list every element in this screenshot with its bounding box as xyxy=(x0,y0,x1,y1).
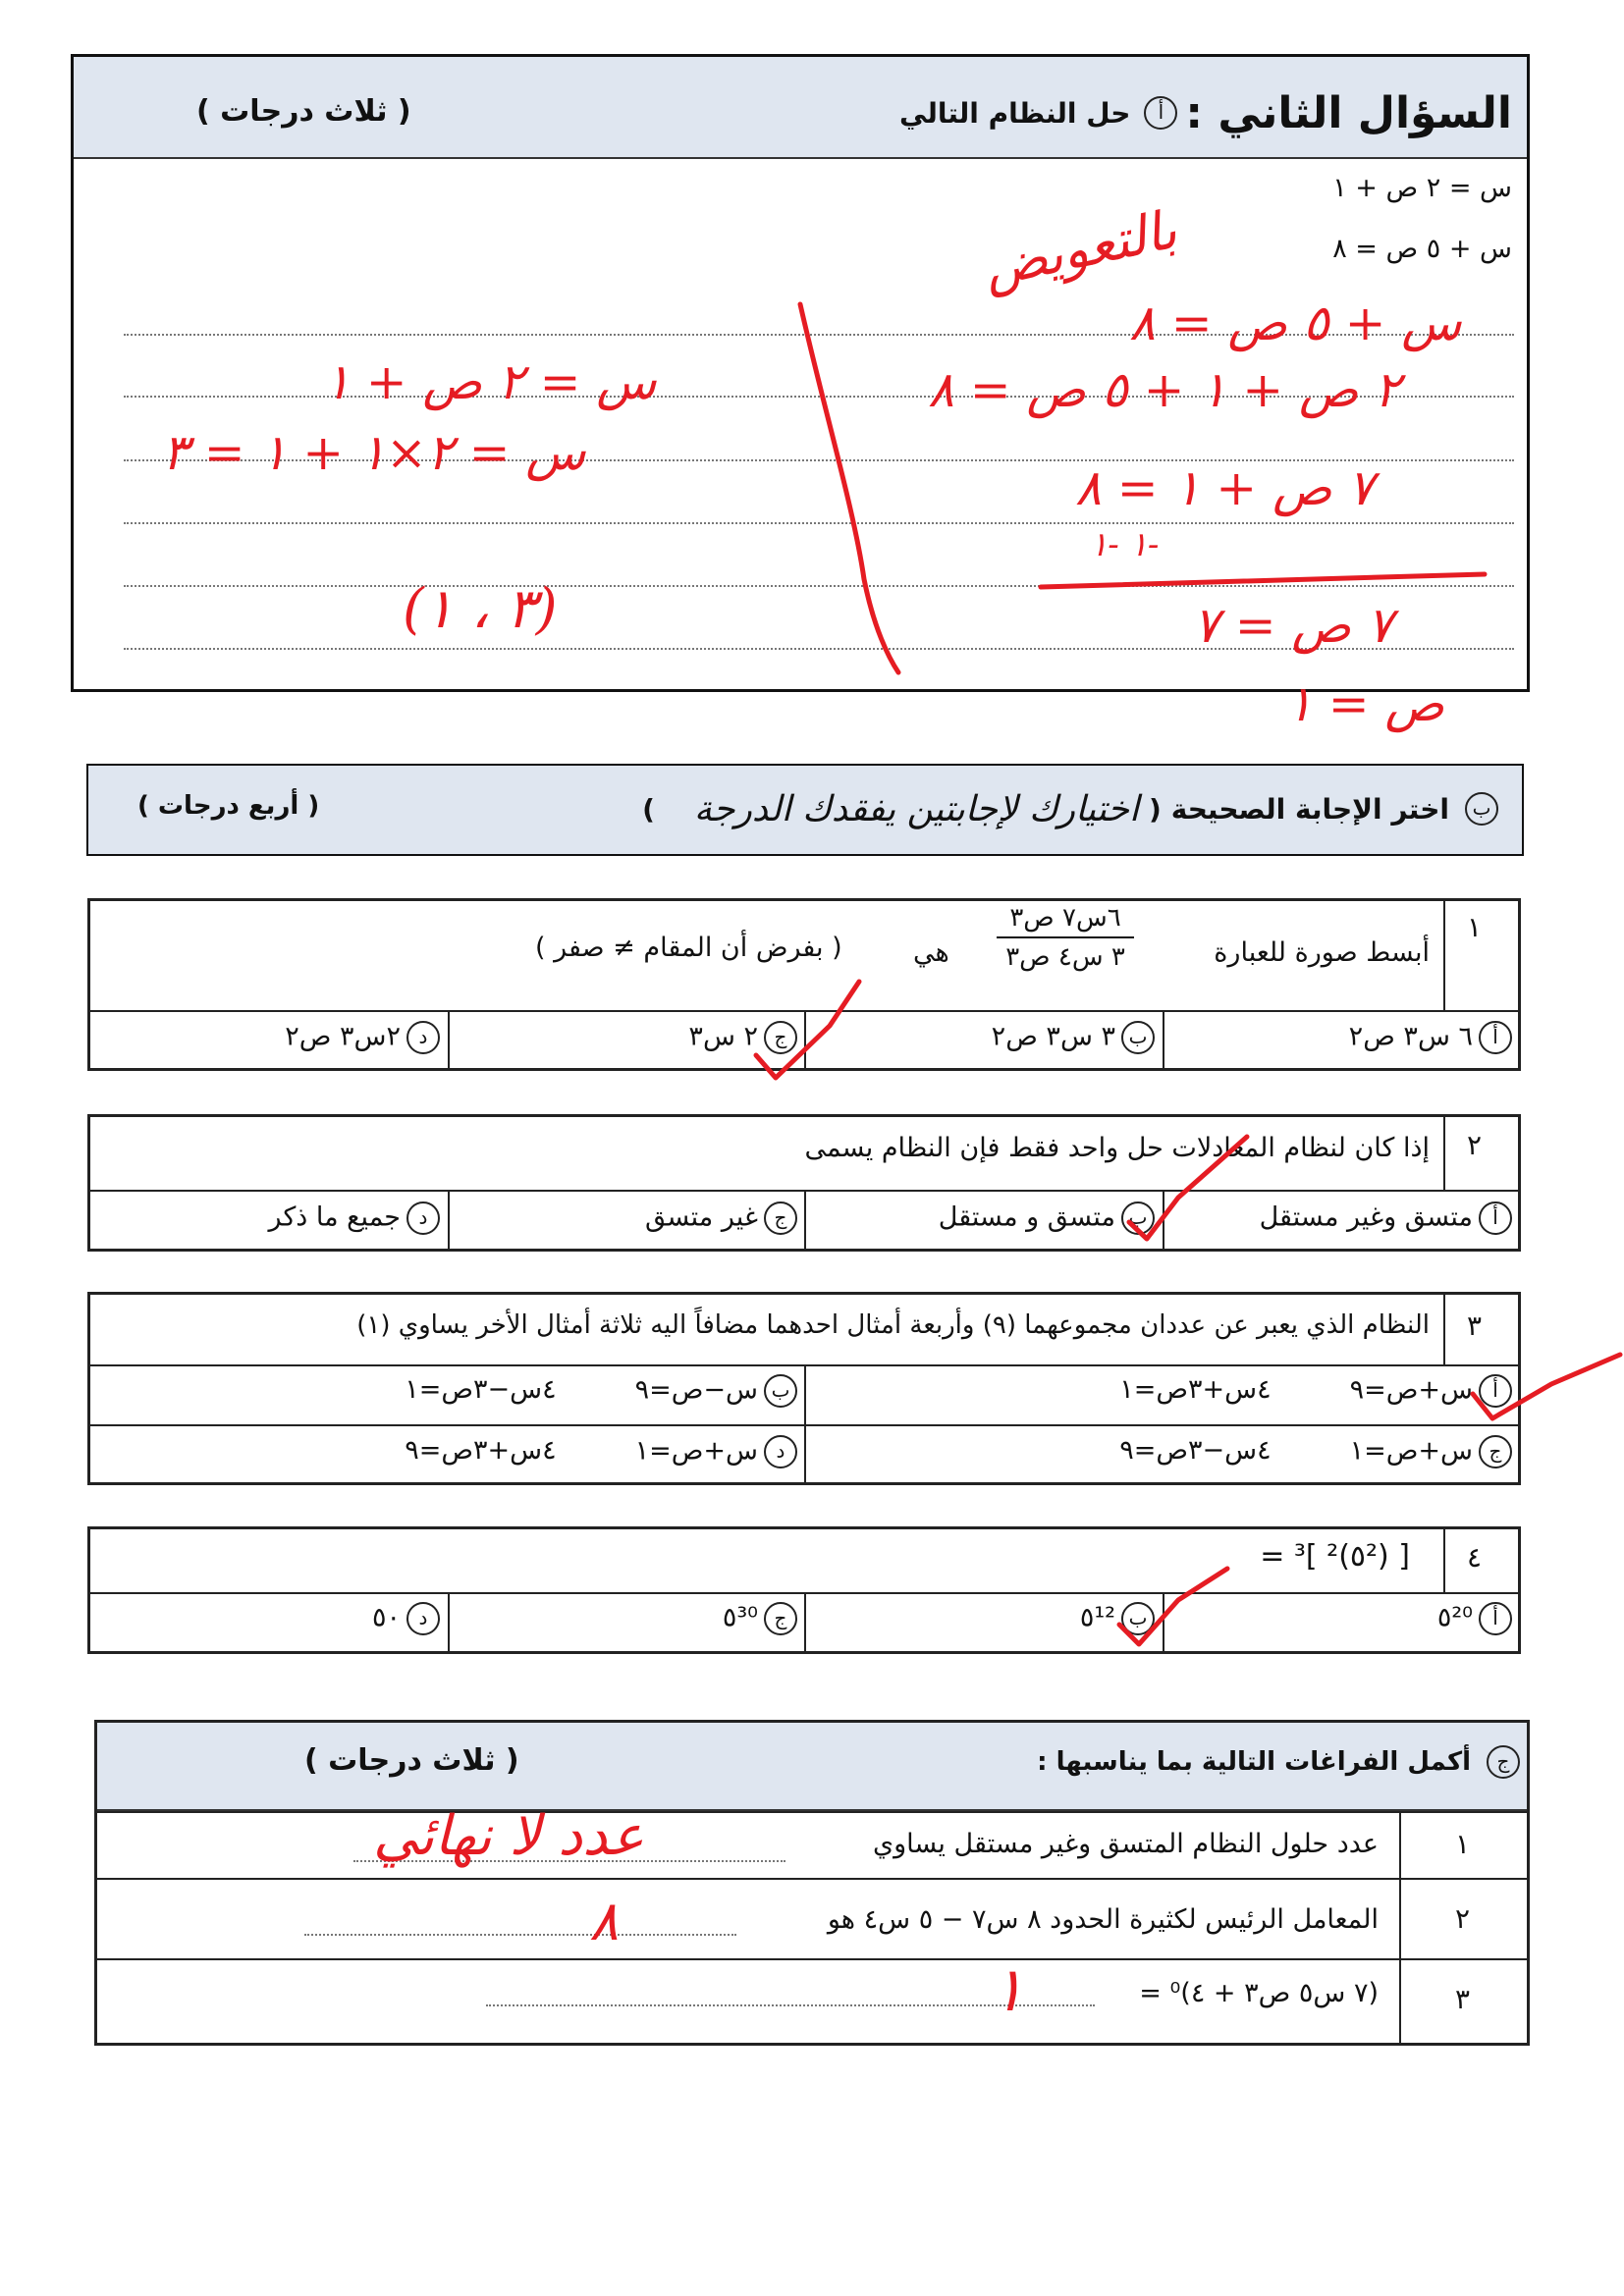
option-equation: ٤س+٣ص=١ xyxy=(1119,1374,1272,1405)
system-equation-1: س = ٢ ص + ١ xyxy=(1332,173,1512,203)
option-text: ٦ س٣ ص٢ xyxy=(1348,1021,1473,1052)
paren-open: ( xyxy=(1148,792,1162,826)
divider xyxy=(1163,1190,1164,1249)
divider xyxy=(1399,1811,1401,2043)
option-c[interactable] xyxy=(645,1201,797,1235)
fill-answer-2: ٨ xyxy=(589,1890,620,1953)
fraction-bar xyxy=(997,936,1134,938)
option-text: ٥³⁰ xyxy=(722,1602,758,1633)
part-c-heading xyxy=(1037,1745,1520,1779)
handwritten-step: -١ -١ xyxy=(1090,525,1160,564)
row-number: ٣ xyxy=(1455,1983,1471,2015)
fill-row-3-text: (٧ س٥ ص٣ + ٤)⁰ = xyxy=(1139,1978,1379,2008)
divider xyxy=(97,1958,1527,1960)
fill-row-1-text: عدد حلول النظام المتسق وغير مستقل يساوي xyxy=(872,1829,1379,1859)
fill-blank-2[interactable] xyxy=(304,1934,736,1936)
option-letter: ج xyxy=(1479,1435,1512,1468)
paren-close: ) xyxy=(642,792,655,826)
part-b-heading xyxy=(642,783,1498,834)
option-b[interactable] xyxy=(939,1201,1155,1235)
question-number: ٢ xyxy=(1467,1129,1483,1161)
part-b-title: اختر الإجابة الصحيحة xyxy=(1170,792,1449,826)
handwritten-answer: (٣ ، ١) xyxy=(403,577,558,641)
handwritten-step: ٧ ص = ٧ xyxy=(1193,597,1393,654)
part-b-warning: اختيارك لإجابتين يفقدك الدرجة xyxy=(693,788,1139,829)
option-c[interactable] xyxy=(723,1602,797,1635)
option-equation: س+ص=٩ xyxy=(1349,1374,1473,1406)
option-a[interactable] xyxy=(1349,1021,1512,1054)
question-prefix: أبسط صورة للعبارة xyxy=(1214,937,1430,968)
option-b[interactable] xyxy=(992,1021,1155,1054)
handwritten-step: ٧ ص + ١ = ٨ xyxy=(1075,459,1375,516)
option-b[interactable] xyxy=(405,1374,797,1408)
divider xyxy=(804,1592,806,1651)
option-text: ٥٠ xyxy=(371,1602,401,1633)
option-c[interactable] xyxy=(1119,1435,1512,1468)
divider xyxy=(1443,1295,1445,1364)
question-two-marks: ( ثلاث درجات ) xyxy=(196,94,411,129)
option-text: ٢س٣ ص٢ xyxy=(285,1021,401,1052)
option-equation: ٤س−٣ص=١ xyxy=(405,1374,557,1405)
option-letter: ج xyxy=(764,1602,797,1635)
option-letter: أ xyxy=(1479,1021,1512,1054)
option-d[interactable] xyxy=(372,1602,440,1635)
divider xyxy=(804,1364,806,1482)
part-c-marks: ( ثلاث درجات ) xyxy=(304,1743,519,1778)
part-a-instruction: حل النظام التالي xyxy=(899,96,1131,130)
option-equation: س+ص=١ xyxy=(634,1435,758,1467)
option-text: ٢ س٣ xyxy=(688,1021,758,1052)
option-equation: ٤س+٣ص=٩ xyxy=(405,1435,557,1466)
part-a-letter: أ xyxy=(1144,96,1177,130)
option-letter: ج xyxy=(764,1021,797,1054)
question-number: ٤ xyxy=(1467,1541,1483,1574)
option-a[interactable] xyxy=(1437,1602,1512,1635)
fraction-denominator: ٣ س٤ ص٣ xyxy=(1005,942,1125,972)
fill-answer-3: ١ xyxy=(992,1953,1025,2025)
divider xyxy=(1443,901,1445,1010)
fill-answer-1: عدد لا نهائي xyxy=(373,1804,645,1868)
handwritten-step: ٢ ص + ١ + ٥ ص = ٨ xyxy=(928,361,1401,418)
handwritten-step: س = ٢×١ + ١ = ٣ xyxy=(162,424,586,481)
divider xyxy=(804,1190,806,1249)
option-letter: ب xyxy=(764,1374,797,1408)
option-letter: د xyxy=(406,1201,440,1235)
option-equation: ٤س−٣ص=٩ xyxy=(1119,1435,1272,1466)
divider xyxy=(1443,1529,1445,1592)
system-equation-2: س + ٥ ص = ٨ xyxy=(1332,234,1512,264)
option-letter: د xyxy=(764,1435,797,1468)
divider xyxy=(97,1878,1527,1880)
option-letter: ج xyxy=(764,1201,797,1235)
fraction-numerator: ٦س٧ ص٣ xyxy=(1009,903,1121,933)
fraction xyxy=(997,903,1134,972)
option-a[interactable] xyxy=(1119,1374,1512,1408)
answer-line xyxy=(124,585,1514,587)
option-text: متسق وغير مستقل xyxy=(1259,1201,1473,1233)
option-letter: ب xyxy=(1121,1602,1155,1635)
option-letter: د xyxy=(406,1602,440,1635)
divider xyxy=(1163,1010,1164,1068)
option-text: متسق و مستقل xyxy=(938,1201,1115,1233)
divider xyxy=(804,1010,806,1068)
option-letter: أ xyxy=(1479,1201,1512,1235)
part-c-letter: ج xyxy=(1487,1745,1520,1779)
option-text: ٥¹² xyxy=(1079,1602,1115,1633)
option-letter: ب xyxy=(1121,1021,1155,1054)
option-equation: س+ص=١ xyxy=(1349,1435,1473,1467)
option-d[interactable] xyxy=(269,1201,440,1235)
question-two-heading xyxy=(899,79,1512,147)
part-c-title: أكمل الفراغات التالية بما يناسبها : xyxy=(1037,1747,1471,1777)
part-b-letter: ب xyxy=(1465,792,1498,826)
divider xyxy=(448,1592,450,1651)
question-two-title: السؤال الثاني : xyxy=(1185,87,1512,138)
divider xyxy=(97,1811,1527,1813)
row-number: ١ xyxy=(1455,1828,1471,1860)
option-b[interactable] xyxy=(1080,1602,1155,1635)
divider xyxy=(1443,1117,1445,1190)
question-number: ٣ xyxy=(1467,1309,1483,1342)
option-text: ٣ س٣ ص٢ xyxy=(991,1021,1115,1052)
question-suffix: هي xyxy=(913,937,949,968)
divider xyxy=(1163,1592,1164,1651)
fill-row-2-text: المعامل الرئيس لكثيرة الحدود ٨ س٧ − ٥ س٤ هو xyxy=(827,1904,1379,1935)
handwritten-step: س + ٥ ص = ٨ xyxy=(1129,294,1462,351)
question-stem: [ (٥²)² ]³ = xyxy=(1260,1539,1410,1574)
question-stem: إذا كان لنظام المعادلات حل واحد فقط فإن النظام يسمى xyxy=(804,1133,1430,1163)
divider xyxy=(448,1010,450,1068)
option-a[interactable] xyxy=(1260,1201,1512,1235)
handwritten-method: بالتعويض xyxy=(977,197,1182,300)
option-equation: س−ص=٩ xyxy=(634,1374,758,1406)
handwritten-step: س = ٢ ص + ١ xyxy=(324,353,657,410)
option-text: غير متسق xyxy=(645,1201,758,1233)
answer-line xyxy=(124,522,1514,524)
question-condition: ( بفرض أن المقام ≠ صفر ) xyxy=(535,933,842,963)
option-d[interactable] xyxy=(405,1435,797,1468)
option-text: ٥²⁰ xyxy=(1436,1602,1473,1633)
option-letter: أ xyxy=(1479,1602,1512,1635)
option-text: جميع ما ذكر xyxy=(268,1201,401,1233)
option-letter: د xyxy=(406,1021,440,1054)
part-b-marks: ( أربع درجات ) xyxy=(137,791,320,821)
option-letter: أ xyxy=(1479,1374,1512,1408)
option-d[interactable] xyxy=(285,1021,440,1054)
option-letter: ب xyxy=(1121,1201,1155,1235)
question-stem: النظام الذي يعبر عن عددان مجموعهما (٩) وأربعة أمثال احدهما مضافاً اليه ثلاثة أمثال الأخر يساوي (١) xyxy=(356,1310,1430,1340)
divider xyxy=(448,1190,450,1249)
row-number: ٢ xyxy=(1455,1902,1471,1935)
question-number: ١ xyxy=(1467,911,1483,943)
handwritten-step: ص = ١ xyxy=(1286,675,1444,732)
option-c[interactable] xyxy=(688,1021,797,1054)
